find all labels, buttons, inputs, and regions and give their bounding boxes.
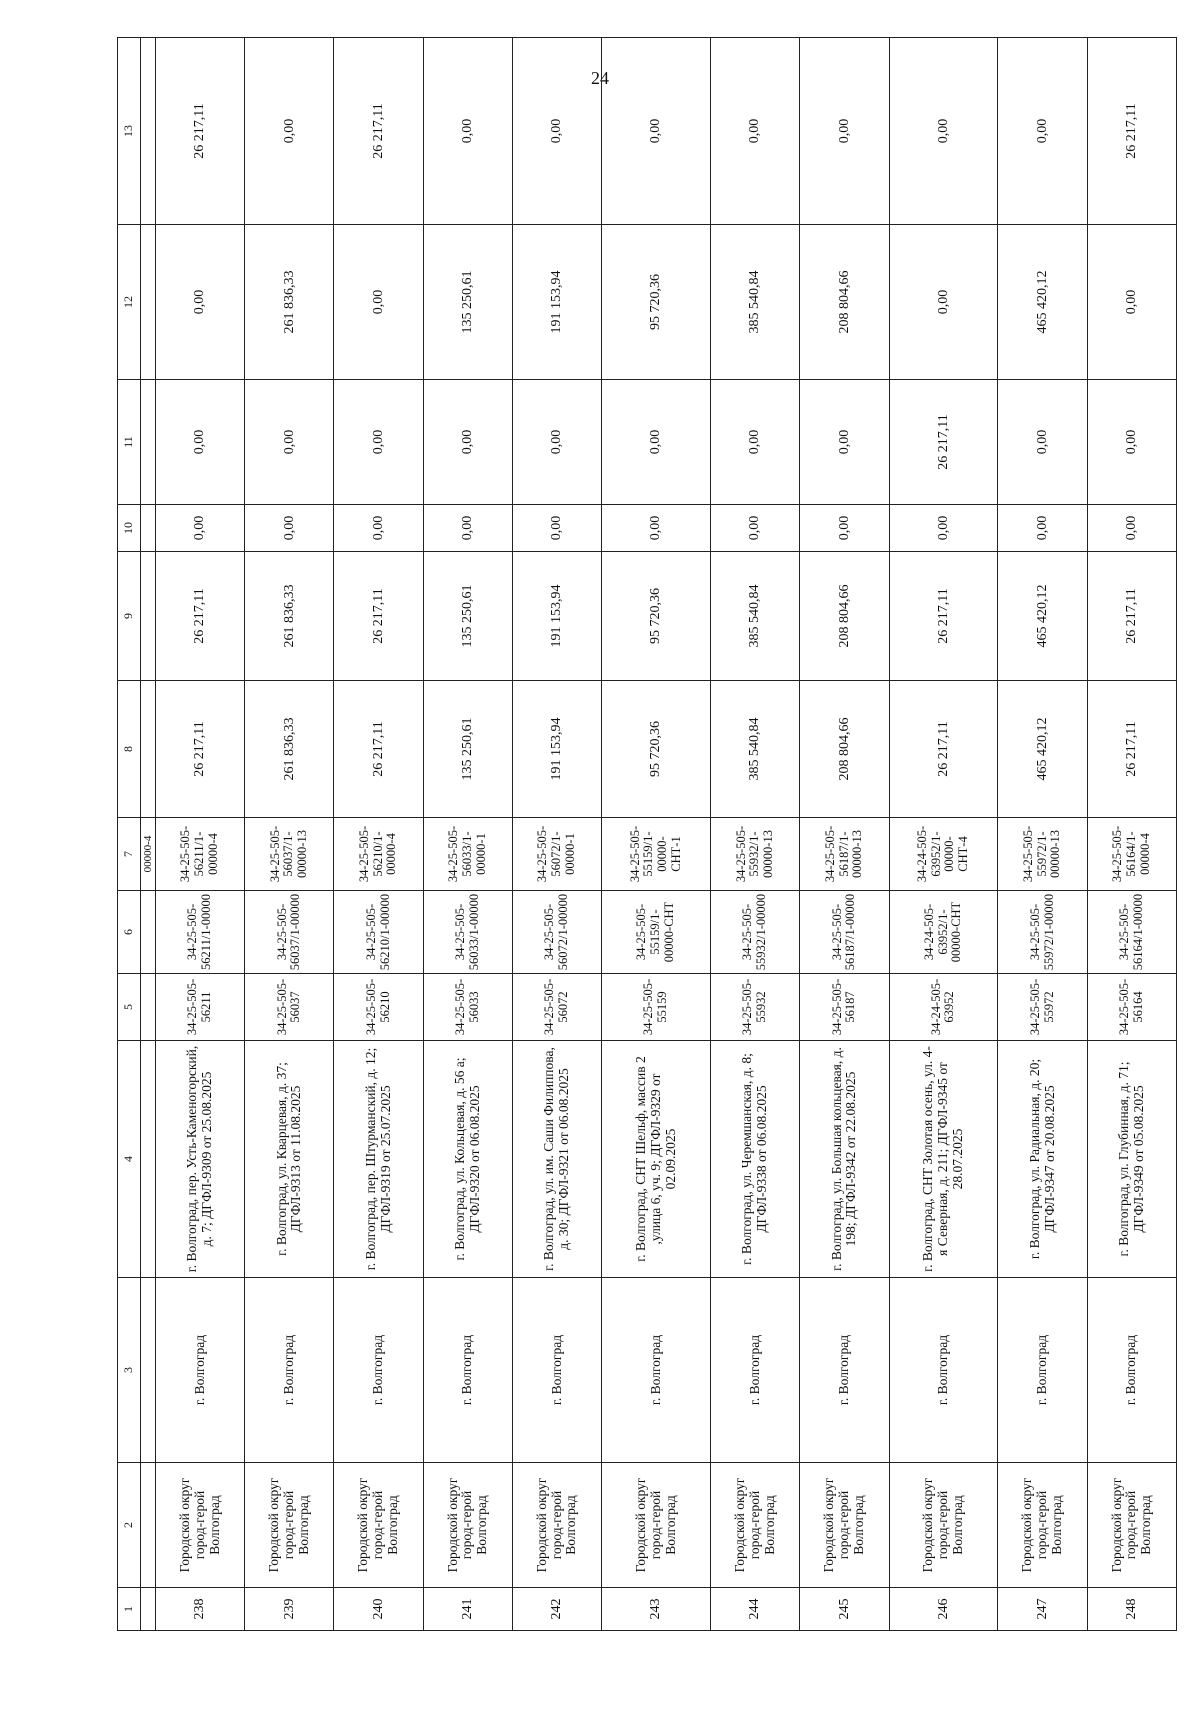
address-cell: г. Волгоград, ул. Большая кольцевая, д. 198; ДГФЛ-9342 от 22.08.2025: [800, 1041, 889, 1278]
amount-col8: 465 420,12: [998, 681, 1087, 818]
address-cell: г. Волгоград, ул. Кварцевая, д. 37; ДГФЛ-9313 от 11.08.2025: [245, 1041, 334, 1278]
table-row: [245, 38, 334, 1631]
row-number: 247: [998, 1588, 1087, 1631]
amount-col13: 0,00: [512, 38, 601, 225]
amount-col12: 261 836,33: [245, 225, 334, 380]
object-id-cell: 34-24-505-63952/1-00000-СНТ: [889, 891, 998, 974]
amount-col8: 261 836,33: [245, 681, 334, 818]
object-id-cell: 34-25-505-56037/1-00000: [245, 891, 334, 974]
cell: [141, 891, 156, 974]
cell: [141, 974, 156, 1041]
amount-col8: 95 720,36: [602, 681, 711, 818]
cell: [141, 505, 156, 552]
table-row: [1087, 38, 1176, 1631]
amount-col10: 0,00: [156, 505, 245, 552]
sub-id-cell: 34-25-505-55972/1-00000-13: [998, 818, 1087, 891]
amount-col11: 0,00: [156, 380, 245, 505]
amount-col13: 0,00: [423, 38, 512, 225]
amount-col9: 135 250,61: [423, 552, 512, 681]
row-number: 245: [800, 1588, 889, 1631]
amount-col10: 0,00: [711, 505, 800, 552]
col-header-4: 4: [118, 1041, 141, 1278]
district-cell: Городской округ город-герой Волгоград: [334, 1463, 423, 1588]
amount-col10: 0,00: [334, 505, 423, 552]
amount-col8: 208 804,66: [800, 681, 889, 818]
col-header-10: 10: [118, 505, 141, 552]
col-header-5: 5: [118, 974, 141, 1041]
amount-col11: 0,00: [602, 380, 711, 505]
sub-id-cell: 34-25-505-56187/1-00000-13: [800, 818, 889, 891]
col-header-6: 6: [118, 891, 141, 974]
amount-col10: 0,00: [423, 505, 512, 552]
district-cell: Городской округ город-герой Волгоград: [711, 1463, 800, 1588]
object-id-cell: 34-25-505-55972/1-00000: [998, 891, 1087, 974]
row-number: 244: [711, 1588, 800, 1631]
amount-col9: 26 217,11: [889, 552, 998, 681]
cadastral-cell: 34-25-505-56210: [334, 974, 423, 1041]
amount-col10: 0,00: [602, 505, 711, 552]
sub-id-cell: 34-25-505-56037/1-00000-13: [245, 818, 334, 891]
city-cell: г. Волгоград: [889, 1278, 998, 1463]
address-cell: г. Волгоград, ул. Радиальная, д. 20; ДГФЛ-9347 от 20.08.2025: [998, 1041, 1087, 1278]
col-header-2: 2: [118, 1463, 141, 1588]
sub-id-cell: 34-25-505-56033/1-00000-1: [423, 818, 512, 891]
amount-col10: 0,00: [512, 505, 601, 552]
amount-col13: 26 217,11: [156, 38, 245, 225]
amount-col8: 26 217,11: [1087, 681, 1176, 818]
col-header-7: 7: [118, 818, 141, 891]
amount-col12: 95 720,36: [602, 225, 711, 380]
col-header-3: 3: [118, 1278, 141, 1463]
cadastral-cell: 34-25-505-56072: [512, 974, 601, 1041]
cell: [141, 1588, 156, 1631]
amount-col9: 191 153,94: [512, 552, 601, 681]
amount-col10: 0,00: [245, 505, 334, 552]
amount-col13: 0,00: [998, 38, 1087, 225]
cell: [141, 681, 156, 818]
object-id-cell: 34-25-505-55159/1-00000-СНТ: [602, 891, 711, 974]
amount-col8: 191 153,94: [512, 681, 601, 818]
cadastral-cell: 34-25-505-56033: [423, 974, 512, 1041]
city-cell: г. Волгоград: [602, 1278, 711, 1463]
table-row: [512, 38, 601, 1631]
address-cell: г. Волгоград, ул. Глубинная, д. 71; ДГФЛ-9349 от 05.08.2025: [1087, 1041, 1176, 1278]
cell: [141, 225, 156, 380]
amount-col10: 0,00: [998, 505, 1087, 552]
table-row: [998, 38, 1087, 1631]
amount-col11: 0,00: [423, 380, 512, 505]
amount-col13: 0,00: [711, 38, 800, 225]
district-cell: Городской округ город-герой Волгоград: [602, 1463, 711, 1588]
address-cell: г. Волгоград, ул. Черемшанская, д. 8; ДГФЛ-9338 от 06.08.2025: [711, 1041, 800, 1278]
row-number: 238: [156, 1588, 245, 1631]
table-row: [602, 38, 711, 1631]
amount-col12: 191 153,94: [512, 225, 601, 380]
amount-col13: 26 217,11: [334, 38, 423, 225]
address-cell: г. Волгоград, пер. Штурманский, д. 12; ДГФЛ-9319 от 25.07.2025: [334, 1041, 423, 1278]
cadastral-cell: 34-25-505-55932: [711, 974, 800, 1041]
amount-col9: 385 540,84: [711, 552, 800, 681]
district-cell: Городской округ город-герой Волгоград: [889, 1463, 998, 1588]
city-cell: г. Волгоград: [800, 1278, 889, 1463]
city-cell: г. Волгоград: [334, 1278, 423, 1463]
continuation-cell: 00000-4: [141, 818, 156, 891]
district-cell: Городской округ город-герой Волгоград: [156, 1463, 245, 1588]
amount-col9: 26 217,11: [334, 552, 423, 681]
amount-col8: 26 217,11: [889, 681, 998, 818]
data-table: [117, 37, 1177, 1631]
amount-col10: 0,00: [800, 505, 889, 552]
cell: [141, 552, 156, 681]
amount-col9: 465 420,12: [998, 552, 1087, 681]
city-cell: г. Волгоград: [423, 1278, 512, 1463]
row-number: 242: [512, 1588, 601, 1631]
sub-id-cell: 34-25-505-56211/1-00000-4: [156, 818, 245, 891]
district-cell: Городской округ город-герой Волгоград: [800, 1463, 889, 1588]
district-cell: Городской округ город-герой Волгоград: [512, 1463, 601, 1588]
table-rotated-container: [117, 103, 1177, 1631]
amount-col8: 135 250,61: [423, 681, 512, 818]
cadastral-cell: 34-25-505-55159: [602, 974, 711, 1041]
city-cell: г. Волгоград: [711, 1278, 800, 1463]
amount-col8: 26 217,11: [334, 681, 423, 818]
city-cell: г. Волгоград: [245, 1278, 334, 1463]
row-number: 240: [334, 1588, 423, 1631]
cadastral-cell: 34-25-505-56037: [245, 974, 334, 1041]
address-cell: г. Волгоград, ул. Кольцевая, д. 56 а; ДГФЛ-9320 от 06.08.2025: [423, 1041, 512, 1278]
column-number-row: [118, 38, 141, 1631]
amount-col8: 385 540,84: [711, 681, 800, 818]
amount-col13: 0,00: [245, 38, 334, 225]
continuation-row: [141, 38, 156, 1631]
amount-col12: 208 804,66: [800, 225, 889, 380]
row-number: 241: [423, 1588, 512, 1631]
amount-col10: 0,00: [1087, 505, 1176, 552]
sub-id-cell: 34-24-505-63952/1-00000-СНТ-4: [889, 818, 998, 891]
amount-col11: 0,00: [334, 380, 423, 505]
city-cell: г. Волгоград: [512, 1278, 601, 1463]
amount-col12: 465 420,12: [998, 225, 1087, 380]
cell: [141, 38, 156, 225]
district-cell: Городской округ город-герой Волгоград: [1087, 1463, 1176, 1588]
amount-col11: 0,00: [245, 380, 334, 505]
amount-col9: 208 804,66: [800, 552, 889, 681]
table-row: [800, 38, 889, 1631]
amount-col11: 0,00: [512, 380, 601, 505]
amount-col11: 0,00: [1087, 380, 1176, 505]
amount-col11: 0,00: [800, 380, 889, 505]
cadastral-cell: 34-25-505-56164: [1087, 974, 1176, 1041]
amount-col12: 0,00: [334, 225, 423, 380]
cadastral-cell: 34-25-505-56211: [156, 974, 245, 1041]
page-number: 24: [591, 68, 609, 88]
cadastral-cell: 34-25-505-55972: [998, 974, 1087, 1041]
row-number: 248: [1087, 1588, 1176, 1631]
amount-col12: 385 540,84: [711, 225, 800, 380]
object-id-cell: 34-25-505-56187/1-00000: [800, 891, 889, 974]
row-number: 246: [889, 1588, 998, 1631]
amount-col9: 26 217,11: [156, 552, 245, 681]
address-cell: г. Волгоград, СНТ Шельф, массив 2 ,улица 6, уч. 9; ДГФЛ-9329 от 02.09.2025: [602, 1041, 711, 1278]
cadastral-cell: 34-24-505-63952: [889, 974, 998, 1041]
amount-col9: 95 720,36: [602, 552, 711, 681]
col-header-9: 9: [118, 552, 141, 681]
city-cell: г. Волгоград: [1087, 1278, 1176, 1463]
amount-col11: 0,00: [998, 380, 1087, 505]
cell: [141, 380, 156, 505]
cell: [141, 1041, 156, 1278]
amount-col13: 0,00: [800, 38, 889, 225]
object-id-cell: 34-25-505-56072/1-00000: [512, 891, 601, 974]
object-id-cell: 34-25-505-56164/1-00000: [1087, 891, 1176, 974]
amount-col12: 0,00: [156, 225, 245, 380]
sub-id-cell: 34-25-505-55159/1-00000-СНТ-1: [602, 818, 711, 891]
sub-id-cell: 34-25-505-55932/1-00000-13: [711, 818, 800, 891]
object-id-cell: 34-25-505-56210/1-00000: [334, 891, 423, 974]
table-row: [334, 38, 423, 1631]
col-header-11: 11: [118, 380, 141, 505]
table-row: [156, 38, 245, 1631]
cell: [141, 1278, 156, 1463]
object-id-cell: 34-25-505-56033/1-00000: [423, 891, 512, 974]
address-cell: г. Волгоград, пер. Усть-Каменогорский, д. 7; ДГФЛ-9309 от 25.08.2025: [156, 1041, 245, 1278]
city-cell: г. Волгоград: [156, 1278, 245, 1463]
col-header-1: 1: [118, 1588, 141, 1631]
address-cell: г. Волгоград, СНТ Золотая осень, ул. 4-я Северная, д. 211; ДГФЛ-9345 от 28.07.2025: [889, 1041, 998, 1278]
object-id-cell: 34-25-505-56211/1-00000: [156, 891, 245, 974]
amount-col9: 26 217,11: [1087, 552, 1176, 681]
sub-id-cell: 34-25-505-56164/1-00000-4: [1087, 818, 1176, 891]
cell: [141, 1463, 156, 1588]
sub-id-cell: 34-25-505-56210/1-00000-4: [334, 818, 423, 891]
sub-id-cell: 34-25-505-56072/1-00000-1: [512, 818, 601, 891]
district-cell: Городской округ город-герой Волгоград: [423, 1463, 512, 1588]
amount-col13: 0,00: [602, 38, 711, 225]
row-number: 243: [602, 1588, 711, 1631]
amount-col13: 26 217,11: [1087, 38, 1176, 225]
amount-col10: 0,00: [889, 505, 998, 552]
row-number: 239: [245, 1588, 334, 1631]
amount-col12: 0,00: [889, 225, 998, 380]
col-header-12: 12: [118, 225, 141, 380]
amount-col12: 135 250,61: [423, 225, 512, 380]
col-header-8: 8: [118, 681, 141, 818]
amount-col11: 26 217,11: [889, 380, 998, 505]
table-row: [423, 38, 512, 1631]
district-cell: Городской округ город-герой Волгоград: [998, 1463, 1087, 1588]
address-cell: г. Волгоград, ул. им. Саши Филиппова, д. 30; ДГФЛ-9321 от 06.08.2025: [512, 1041, 601, 1278]
amount-col11: 0,00: [711, 380, 800, 505]
district-cell: Городской округ город-герой Волгоград: [245, 1463, 334, 1588]
amount-col8: 26 217,11: [156, 681, 245, 818]
cadastral-cell: 34-25-505-56187: [800, 974, 889, 1041]
table-row: [711, 38, 800, 1631]
amount-col12: 0,00: [1087, 225, 1176, 380]
amount-col13: 0,00: [889, 38, 998, 225]
amount-col9: 261 836,33: [245, 552, 334, 681]
object-id-cell: 34-25-505-55932/1-00000: [711, 891, 800, 974]
col-header-13: 13: [118, 38, 141, 225]
table-row: [889, 38, 998, 1631]
city-cell: г. Волгоград: [998, 1278, 1087, 1463]
